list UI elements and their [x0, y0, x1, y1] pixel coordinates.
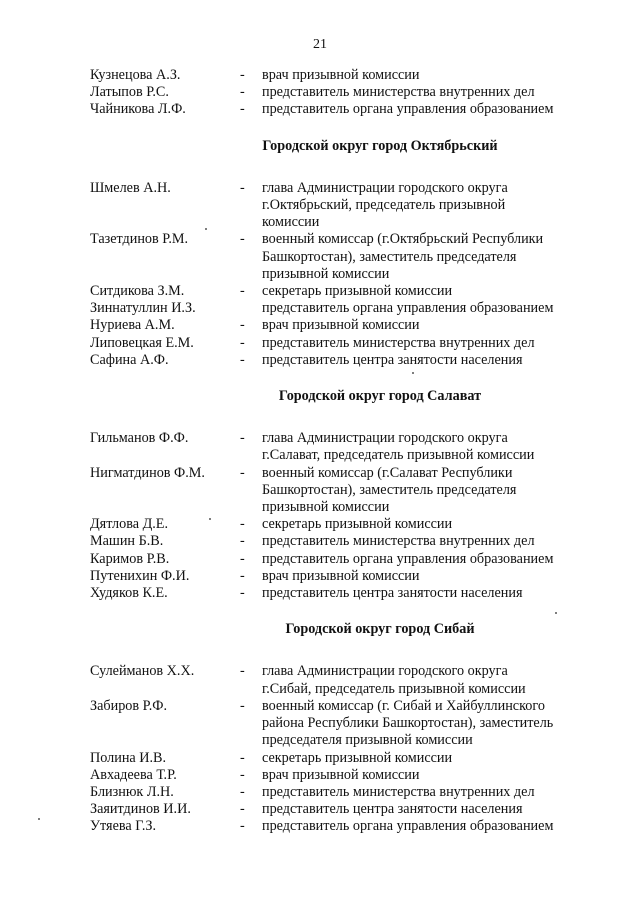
- dash-separator: -: [240, 585, 245, 602]
- member-role: секретарь призывной комиссии: [262, 283, 453, 300]
- member-entry: [90, 300, 610, 317]
- dash-separator: -: [240, 283, 245, 300]
- member-entry: [90, 568, 610, 585]
- dash-separator: -: [240, 101, 245, 118]
- dash-separator: -: [240, 663, 245, 680]
- member-role: представитель органа управления образованием: [262, 101, 554, 118]
- scan-speck: [38, 818, 40, 820]
- member-name: Нигматдинов Ф.М.: [90, 464, 205, 481]
- member-name: Забиров Р.Ф.: [90, 697, 168, 714]
- dash-separator: -: [240, 697, 245, 714]
- scan-speck: [555, 612, 557, 614]
- member-entry: [90, 585, 610, 602]
- member-entry: [90, 231, 610, 283]
- member-name: Гильманов Ф.Ф.: [90, 430, 189, 447]
- member-name: Латыпов Р.С.: [90, 84, 169, 101]
- member-entry: [90, 465, 610, 517]
- member-entry: [90, 818, 610, 835]
- member-entry: [90, 101, 610, 118]
- member-entry: [90, 663, 610, 697]
- member-role: представитель министерства внутренних дел: [262, 533, 535, 550]
- member-role: военный комиссар (г. Сибай и Хайбуллинского района Республики Башкортостан), заместитель председателя призывной комиссии: [262, 697, 554, 749]
- section-sibay: [90, 663, 610, 835]
- member-entry: [90, 430, 610, 464]
- dash-separator: -: [240, 533, 245, 550]
- member-entry: [90, 84, 610, 101]
- member-role: глава Администрации городского округа г.Салават, председатель призывной комиссии: [262, 430, 535, 464]
- member-entry: [90, 801, 610, 818]
- scan-speck: [209, 518, 211, 520]
- member-name: Нуриева А.М.: [90, 317, 175, 334]
- member-role: представитель центра занятости населения: [262, 801, 523, 818]
- member-entry: [90, 516, 610, 533]
- member-role: секретарь призывной комиссии: [262, 749, 453, 766]
- member-role: врач призывной комиссии: [262, 567, 420, 584]
- member-name: Авхадеева Т.Р.: [90, 766, 177, 783]
- section-oktyabrsky: [90, 180, 610, 369]
- member-entry: [90, 698, 610, 750]
- dash-separator: -: [240, 179, 245, 196]
- dash-separator: -: [240, 749, 245, 766]
- member-entry: [90, 180, 610, 232]
- member-role: глава Администрации городского округа г.Сибай, председатель призывной комиссии: [262, 663, 526, 697]
- member-entry: [90, 283, 610, 300]
- member-name: Шмелев А.Н.: [90, 179, 171, 196]
- section-salavat: [90, 430, 610, 602]
- member-role: представитель министерства внутренних дел: [262, 783, 535, 800]
- dash-separator: -: [240, 766, 245, 783]
- page-number: 21: [313, 37, 327, 52]
- member-role: представитель центра занятости населения: [262, 351, 523, 368]
- member-name: Близнюк Л.Н.: [90, 783, 174, 800]
- member-entry: [90, 352, 610, 369]
- member-name: Путенихин Ф.И.: [90, 567, 190, 584]
- member-entry: [90, 767, 610, 784]
- dash-separator: -: [240, 464, 245, 481]
- dash-separator: -: [240, 317, 245, 334]
- member-name: Кузнецова А.З.: [90, 67, 181, 83]
- member-name: Полина И.В.: [90, 749, 167, 766]
- member-name: Утяева Г.З.: [90, 818, 157, 835]
- scan-speck: [205, 228, 207, 230]
- member-entry: [90, 750, 610, 767]
- member-name: Липовецкая Е.М.: [90, 334, 194, 351]
- member-name: Ситдикова З.М.: [90, 283, 185, 300]
- dash-separator: -: [240, 67, 245, 83]
- dash-separator: -: [240, 516, 245, 533]
- member-role: врач призывной комиссии: [262, 766, 420, 783]
- member-entry: [90, 335, 610, 352]
- member-role: представитель органа управления образованием: [262, 550, 554, 567]
- scan-speck: [412, 372, 414, 374]
- member-name: Каримов Р.В.: [90, 550, 170, 567]
- member-name: Худяков К.Е.: [90, 585, 168, 602]
- member-role: секретарь призывной комиссии: [262, 516, 453, 533]
- member-name: Машин Б.В.: [90, 533, 164, 550]
- member-name: Зиннатуллин И.З.: [90, 300, 196, 317]
- member-role: врач призывной комиссии: [262, 67, 420, 83]
- section-title-oktyabrsky: Городской округ город Октябрьский: [262, 137, 498, 154]
- member-entry: [90, 67, 610, 84]
- dash-separator: -: [240, 550, 245, 567]
- dash-separator: -: [240, 84, 245, 101]
- member-role: представитель министерства внутренних дел: [262, 334, 535, 351]
- member-role: военный комиссар (г.Салават Республики Башкортостан), заместитель председателя призывной комиссии: [262, 464, 517, 516]
- commission-list: [90, 67, 610, 836]
- member-role: представитель центра занятости населения: [262, 585, 523, 602]
- member-role: военный комиссар (г.Октябрьский Республики Башкортостан), заместитель председателя призывной комиссии: [262, 231, 544, 282]
- member-entry: [90, 551, 610, 568]
- member-name: Тазетдинов Р.М.: [90, 231, 189, 248]
- section-title-salavat: Городской округ город Салават: [278, 388, 482, 405]
- member-entry: [90, 533, 610, 550]
- member-role: представитель органа управления образованием: [262, 818, 554, 835]
- dash-separator: -: [240, 430, 245, 447]
- member-name: Сафина А.Ф.: [90, 351, 169, 368]
- dash-separator: -: [240, 801, 245, 818]
- member-entry: [90, 317, 610, 334]
- member-name: Заяитдинов И.И.: [90, 801, 191, 818]
- member-role: представитель министерства внутренних дел: [262, 84, 535, 101]
- member-name: Чайникова Л.Ф.: [90, 101, 186, 118]
- member-role: глава Администрации городского округа г.Октябрьский, председатель призывной комиссии: [262, 179, 508, 231]
- member-entry: [90, 784, 610, 801]
- dash-separator: -: [240, 783, 245, 800]
- member-role: представитель органа управления образованием: [262, 300, 554, 317]
- dash-separator: -: [240, 334, 245, 351]
- dash-separator: -: [240, 818, 245, 835]
- dash-separator: -: [240, 231, 245, 248]
- top-section: [90, 67, 610, 119]
- dash-separator: -: [240, 351, 245, 368]
- member-name: Сулейманов Х.Х.: [90, 663, 195, 680]
- section-title-sibay: Городской округ город Сибай: [285, 621, 475, 638]
- member-role: врач призывной комиссии: [262, 317, 420, 334]
- member-name: Дятлова Д.Е.: [90, 516, 169, 533]
- dash-separator: -: [240, 567, 245, 584]
